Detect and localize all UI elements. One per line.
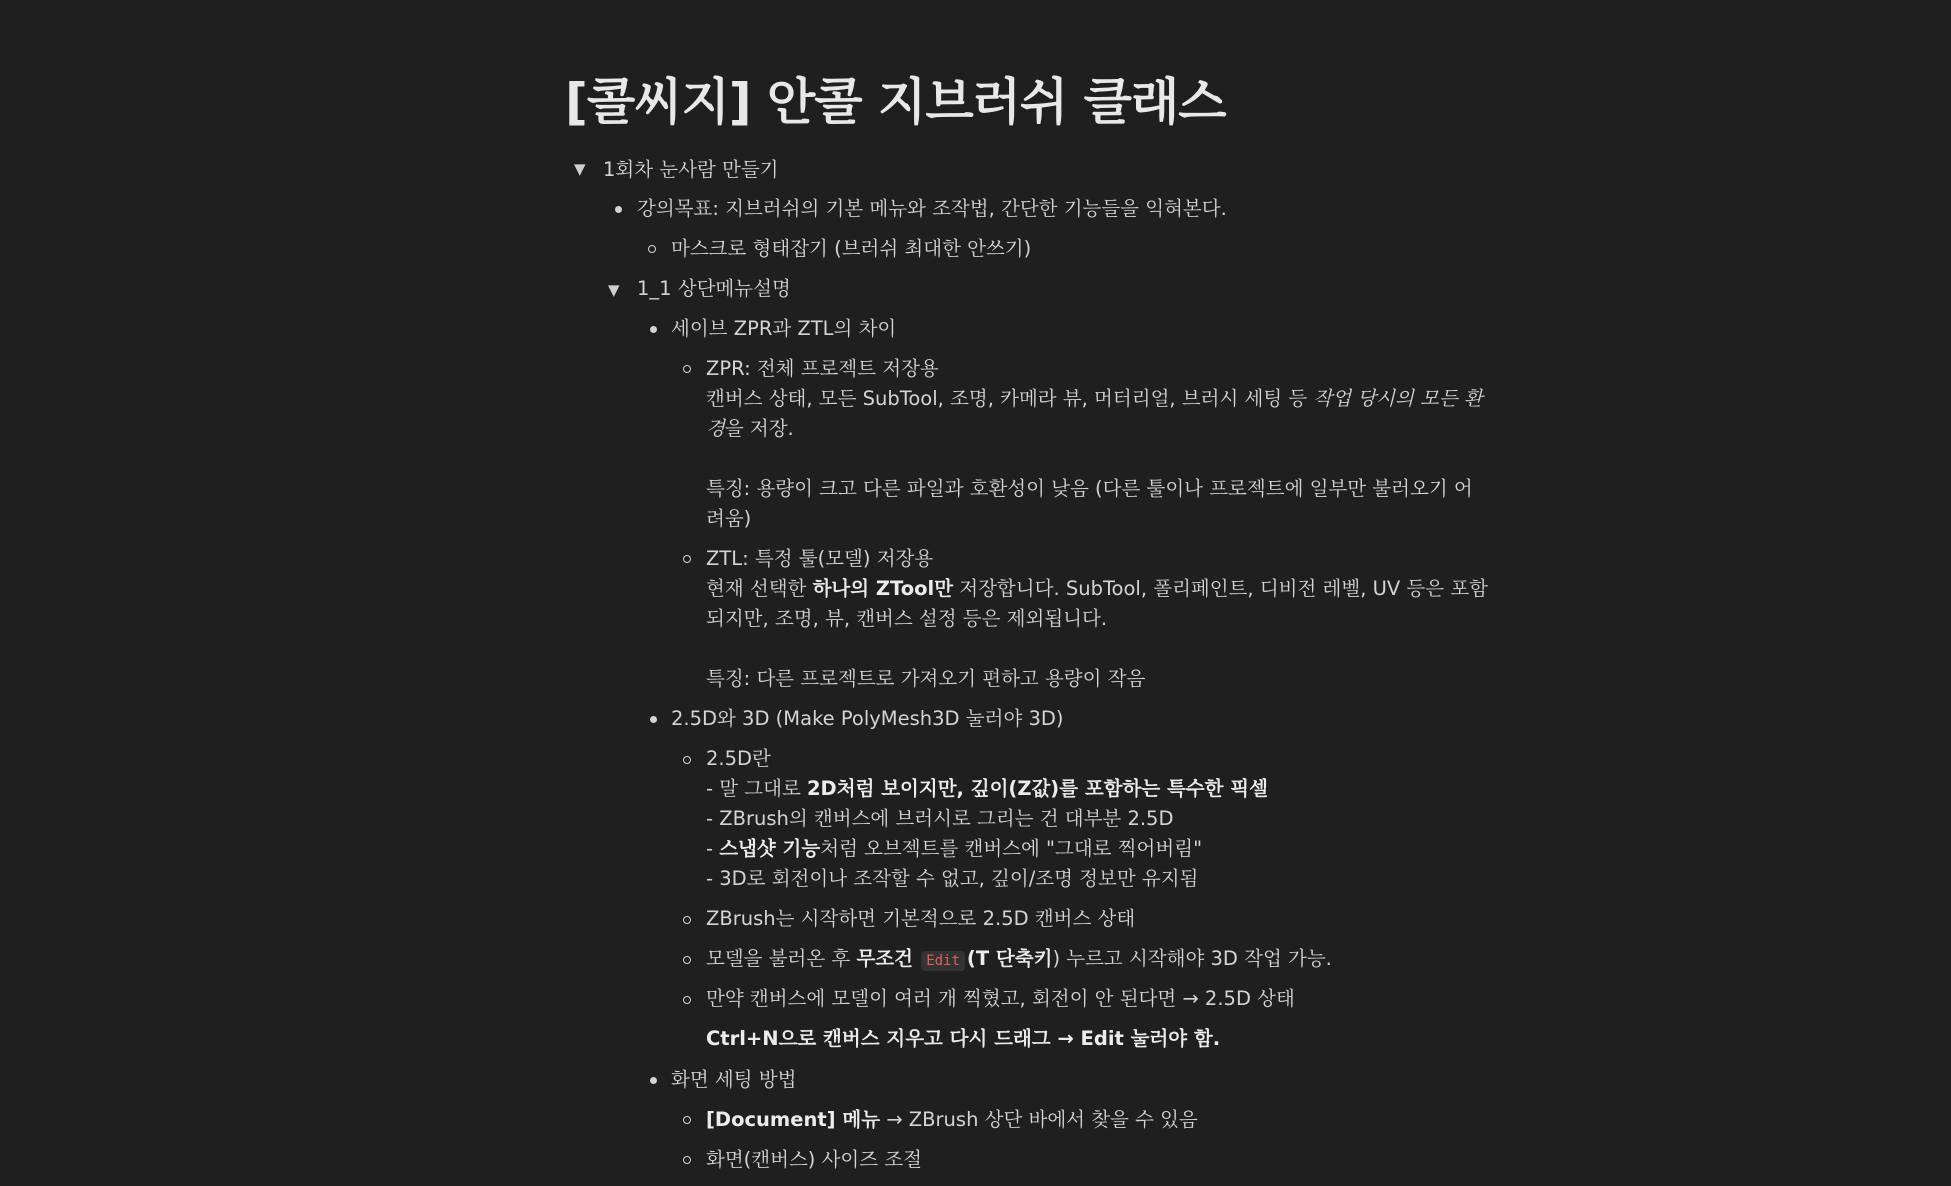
bullet-dot-icon xyxy=(650,716,657,723)
25d-line2: - ZBrush의 캔버스에 브러시로 그리는 건 대부분 2.5D xyxy=(706,807,1174,830)
25d-line1: - 말 그대로 2D처럼 보이지만, 깊이(Z값)를 포함하는 특수한 픽셀 xyxy=(706,777,1268,800)
list-item-if-canvas: 만약 캔버스에 모델이 여러 개 찍혔고, 회전이 안 된다면 → 2.5D 상태 xyxy=(706,987,1295,1010)
ctrl-n-note: Ctrl+N으로 캔버스 지우고 다시 드래그 → Edit 눌러야 함. xyxy=(706,1027,1221,1050)
bullet-dot-icon xyxy=(650,326,657,333)
bullet-circle-icon xyxy=(683,916,691,924)
ztl-feature: 특징: 다른 프로젝트로 가져오기 편하고 용량이 작음 xyxy=(706,667,1146,690)
list-item-25d-what: 2.5D란 xyxy=(706,747,771,770)
bullet-circle-icon xyxy=(683,1156,691,1164)
toggle-heading-menu[interactable]: 1_1 상단메뉴설명 xyxy=(637,277,791,300)
page-title: [콜씨지] 안콜 지브러쉬 클래스 xyxy=(565,73,1226,131)
list-item-document-menu: [Document] 메뉴 → ZBrush 상단 바에서 찾을 수 있음 xyxy=(706,1108,1198,1131)
list-item-zbrush-start: ZBrush는 시작하면 기본적으로 2.5D 캔버스 상태 xyxy=(706,907,1136,930)
bullet-dot-icon xyxy=(615,206,622,213)
toggle-heading-session1[interactable]: 1회차 눈사람 만들기 xyxy=(603,158,779,181)
zpr-desc-line2: 경을 저장. xyxy=(706,417,794,440)
list-item-25d-3d: 2.5D와 3D (Make PolyMesh3D 눌러야 3D) xyxy=(671,707,1064,730)
list-item-goal-sub: 마스크로 형태잡기 (브러쉬 최대한 안쓰기) xyxy=(671,237,1032,260)
bullet-circle-icon xyxy=(683,1116,691,1124)
bullet-circle-icon xyxy=(683,996,691,1004)
inline-code-edit: Edit xyxy=(921,951,965,971)
list-item-screen-setting: 화면 세팅 방법 xyxy=(671,1068,797,1091)
toggle-triangle-icon[interactable]: ▼ xyxy=(608,281,620,299)
bullet-circle-icon xyxy=(683,365,691,373)
list-item-model-load: 모델을 불러온 후 무조건 Edit (T 단축키) 누르고 시작해야 3D 작업 가능. xyxy=(706,947,1332,970)
bullet-circle-icon xyxy=(683,756,691,764)
list-item-goal: 강의목표: 지브러쉬의 기본 메뉴와 조작법, 간단한 기능들을 익혀본다. xyxy=(637,197,1227,220)
list-item-canvas-size: 화면(캔버스) 사이즈 조절 xyxy=(706,1148,922,1171)
ztl-desc-line1: 현재 선택한 하나의 ZTool만 저장합니다. SubTool, 폴리페인트, 디비전 레벨, UV 등은 포함 xyxy=(706,577,1488,600)
zpr-feature-line1: 특징: 용량이 크고 다른 파일과 호환성이 낮음 (다른 툴이나 프로젝트에 일부만 불러오기 어 xyxy=(706,477,1473,500)
list-item-zpr: ZPR: 전체 프로젝트 저장용 xyxy=(706,357,939,380)
25d-line4: - 3D로 회전이나 조작할 수 없고, 깊이/조명 정보만 유지됨 xyxy=(706,867,1199,890)
bullet-circle-icon xyxy=(683,956,691,964)
bullet-circle-icon xyxy=(683,555,691,563)
25d-line3: - 스냅샷 기능처럼 오브젝트를 캔버스에 "그대로 찍어버림" xyxy=(706,837,1203,860)
ztl-desc-line2: 되지만, 조명, 뷰, 캔버스 설정 등은 제외됩니다. xyxy=(706,607,1108,630)
zpr-desc-line1: 캔버스 상태, 모든 SubTool, 조명, 카메라 뷰, 머터리얼, 브러시 세팅 등 작업 당시의 모든 환 xyxy=(706,387,1483,410)
zpr-feature-line2: 려움) xyxy=(706,507,752,530)
list-item-save-diff: 세이브 ZPR과 ZTL의 차이 xyxy=(671,317,897,340)
toggle-triangle-icon[interactable]: ▼ xyxy=(574,160,586,178)
list-item-ztl: ZTL: 특정 툴(모델) 저장용 xyxy=(706,547,934,570)
bullet-dot-icon xyxy=(650,1077,657,1084)
bullet-circle-icon xyxy=(648,245,656,253)
